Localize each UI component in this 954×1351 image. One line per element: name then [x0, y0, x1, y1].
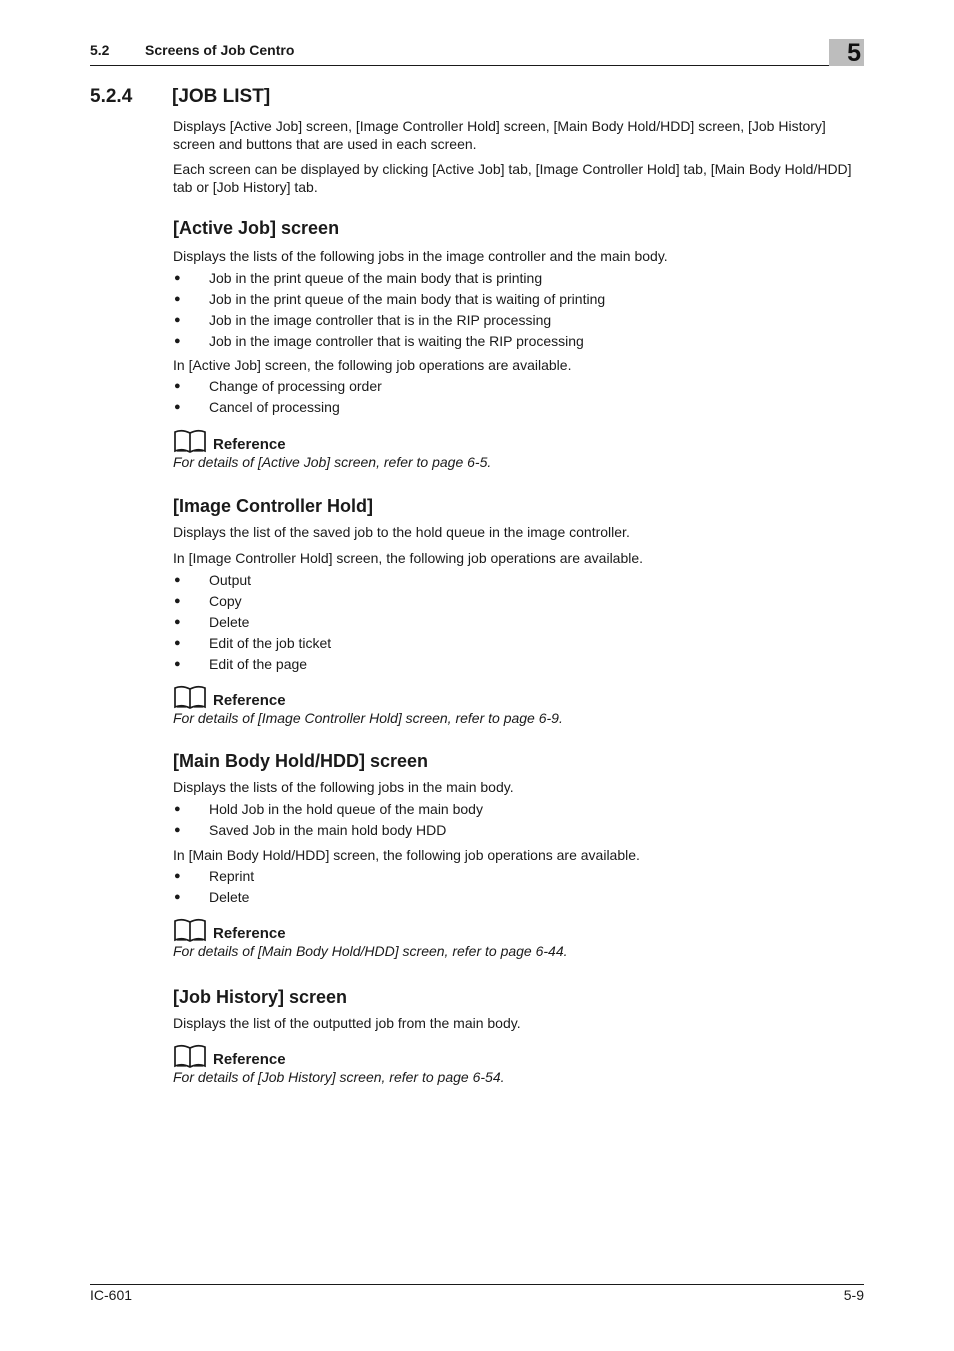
footer-rule: [90, 1284, 864, 1285]
job-history-heading: [Job History] screen: [173, 986, 348, 1007]
active-job-reference: For details of [Active Job] screen, refer to page 6-5.: [173, 454, 492, 470]
reference-heading: [173, 916, 864, 942]
page-title: [90, 86, 270, 108]
header-section-title: Screens of Job Centro: [145, 42, 295, 58]
list-item: ● Output: [173, 570, 864, 591]
bullet-icon: ●: [174, 615, 181, 628]
image-controller-hold-reference: For details of [Image Controller Hold] screen, refer to page 6-9.: [173, 709, 563, 726]
list-item: ● Reprint: [173, 866, 864, 887]
list-item: ● Job in the print queue of the main body that is printing: [173, 268, 864, 289]
footer-page-number: 5-9: [843, 1287, 864, 1303]
intro-paragraph-1: Displays [Active Job] screen, [Image Controller Hold] screen, [Main Body Hold/HDD] screen, [Job History] screen and buttons that are used in each screen.: [173, 118, 826, 152]
footer-model: IC-601: [90, 1287, 133, 1303]
job-history-description: Displays the list of the outputted job from the main body.: [173, 1014, 521, 1031]
reference-heading: [173, 683, 864, 709]
bullet-icon: ●: [174, 313, 181, 326]
header-section-number: 5.2: [90, 42, 110, 58]
reference-heading: [173, 427, 864, 453]
bullet-icon: ●: [174, 271, 181, 284]
bullet-icon: ●: [174, 573, 181, 586]
list-item: ● Job in the image controller that is in the RIP processing: [173, 310, 864, 331]
bullet-icon: ●: [174, 891, 181, 903]
heading-title: [JOB LIST]: [172, 86, 271, 107]
main-body-hold-operations: In [Main Body Hold/HDD] screen, the following job operations are available.: [173, 846, 640, 863]
active-job-operations-list: [173, 376, 864, 418]
image-controller-hold-operations: In [Image Controller Hold] screen, the following job operations are available.: [173, 550, 644, 566]
main-body-hold-heading: [Main Body Hold/HDD] screen: [173, 751, 429, 771]
active-job-operations: In [Active Job] screen, the following job operations are available.: [173, 356, 572, 373]
bullet-icon: ●: [174, 334, 181, 347]
image-controller-hold-heading: [Image Controller Hold]: [173, 495, 374, 516]
list-item: ● Job in the print queue of the main body that is waiting of printing: [173, 289, 864, 310]
image-controller-hold-list: [173, 570, 864, 675]
main-body-hold-list: [173, 799, 864, 841]
main-body-hold-reference: For details of [Main Body Hold/HDD] screen, refer to page 6-44.: [173, 943, 568, 959]
bullet-icon: ●: [174, 636, 181, 649]
active-job-list: [173, 268, 864, 352]
reference-label: Reference: [213, 925, 286, 942]
image-controller-hold-description: Displays the list of the saved job to the hold queue in the image controller.: [173, 523, 630, 540]
main-body-hold-operations-list: [173, 866, 864, 908]
main-content: [173, 118, 864, 1087]
reference-label: Reference: [213, 691, 286, 709]
chapter-badge: 5: [829, 39, 864, 66]
active-job-heading: [Active Job] screen: [173, 218, 340, 238]
job-history-reference: For details of [Job History] screen, refer to page 6-54.: [173, 1069, 505, 1085]
bullet-icon: ●: [174, 657, 181, 670]
intro-paragraph-2: Each screen can be displayed by clicking [Active Job] tab, [Image Controller Hold] tab, [Main Body Hold/HDD] tab or [Job History] tab.: [173, 161, 852, 195]
reference-label: Reference: [213, 436, 286, 453]
running-header: [90, 42, 294, 58]
book-icon: [173, 1044, 207, 1068]
list-item: ● Edit of the job ticket: [173, 633, 864, 654]
list-item: ● Cancel of processing: [173, 397, 864, 418]
list-item: ● Saved Job in the main hold body HDD: [173, 820, 864, 841]
bullet-icon: ●: [174, 802, 181, 815]
heading-number: 5.2.4: [90, 86, 133, 107]
list-item: ● Delete: [173, 612, 864, 633]
list-item: ● Edit of the page: [173, 654, 864, 675]
active-job-description: Displays the lists of the following jobs in the image controller and the main body.: [173, 248, 668, 264]
list-item: ● Job in the image controller that is waiting the RIP processing: [173, 331, 864, 352]
list-item: ● Hold Job in the hold queue of the main body: [173, 799, 864, 820]
list-item: ● Copy: [173, 591, 864, 612]
reference-label: Reference: [213, 1051, 286, 1068]
bullet-icon: ●: [174, 823, 181, 836]
bullet-icon: ●: [174, 870, 181, 882]
main-body-hold-description: Displays the lists of the following jobs in the main body.: [173, 779, 514, 795]
list-item: ● Change of processing order: [173, 376, 864, 397]
book-icon: [173, 429, 207, 453]
book-icon: [173, 685, 207, 709]
bullet-icon: ●: [174, 401, 181, 413]
book-icon: [173, 918, 207, 942]
bullet-icon: ●: [174, 292, 181, 305]
reference-heading: [173, 1042, 864, 1068]
bullet-icon: ●: [174, 594, 181, 607]
header-rule: [90, 65, 864, 66]
list-item: ● Delete: [173, 887, 864, 908]
bullet-icon: ●: [174, 380, 181, 392]
